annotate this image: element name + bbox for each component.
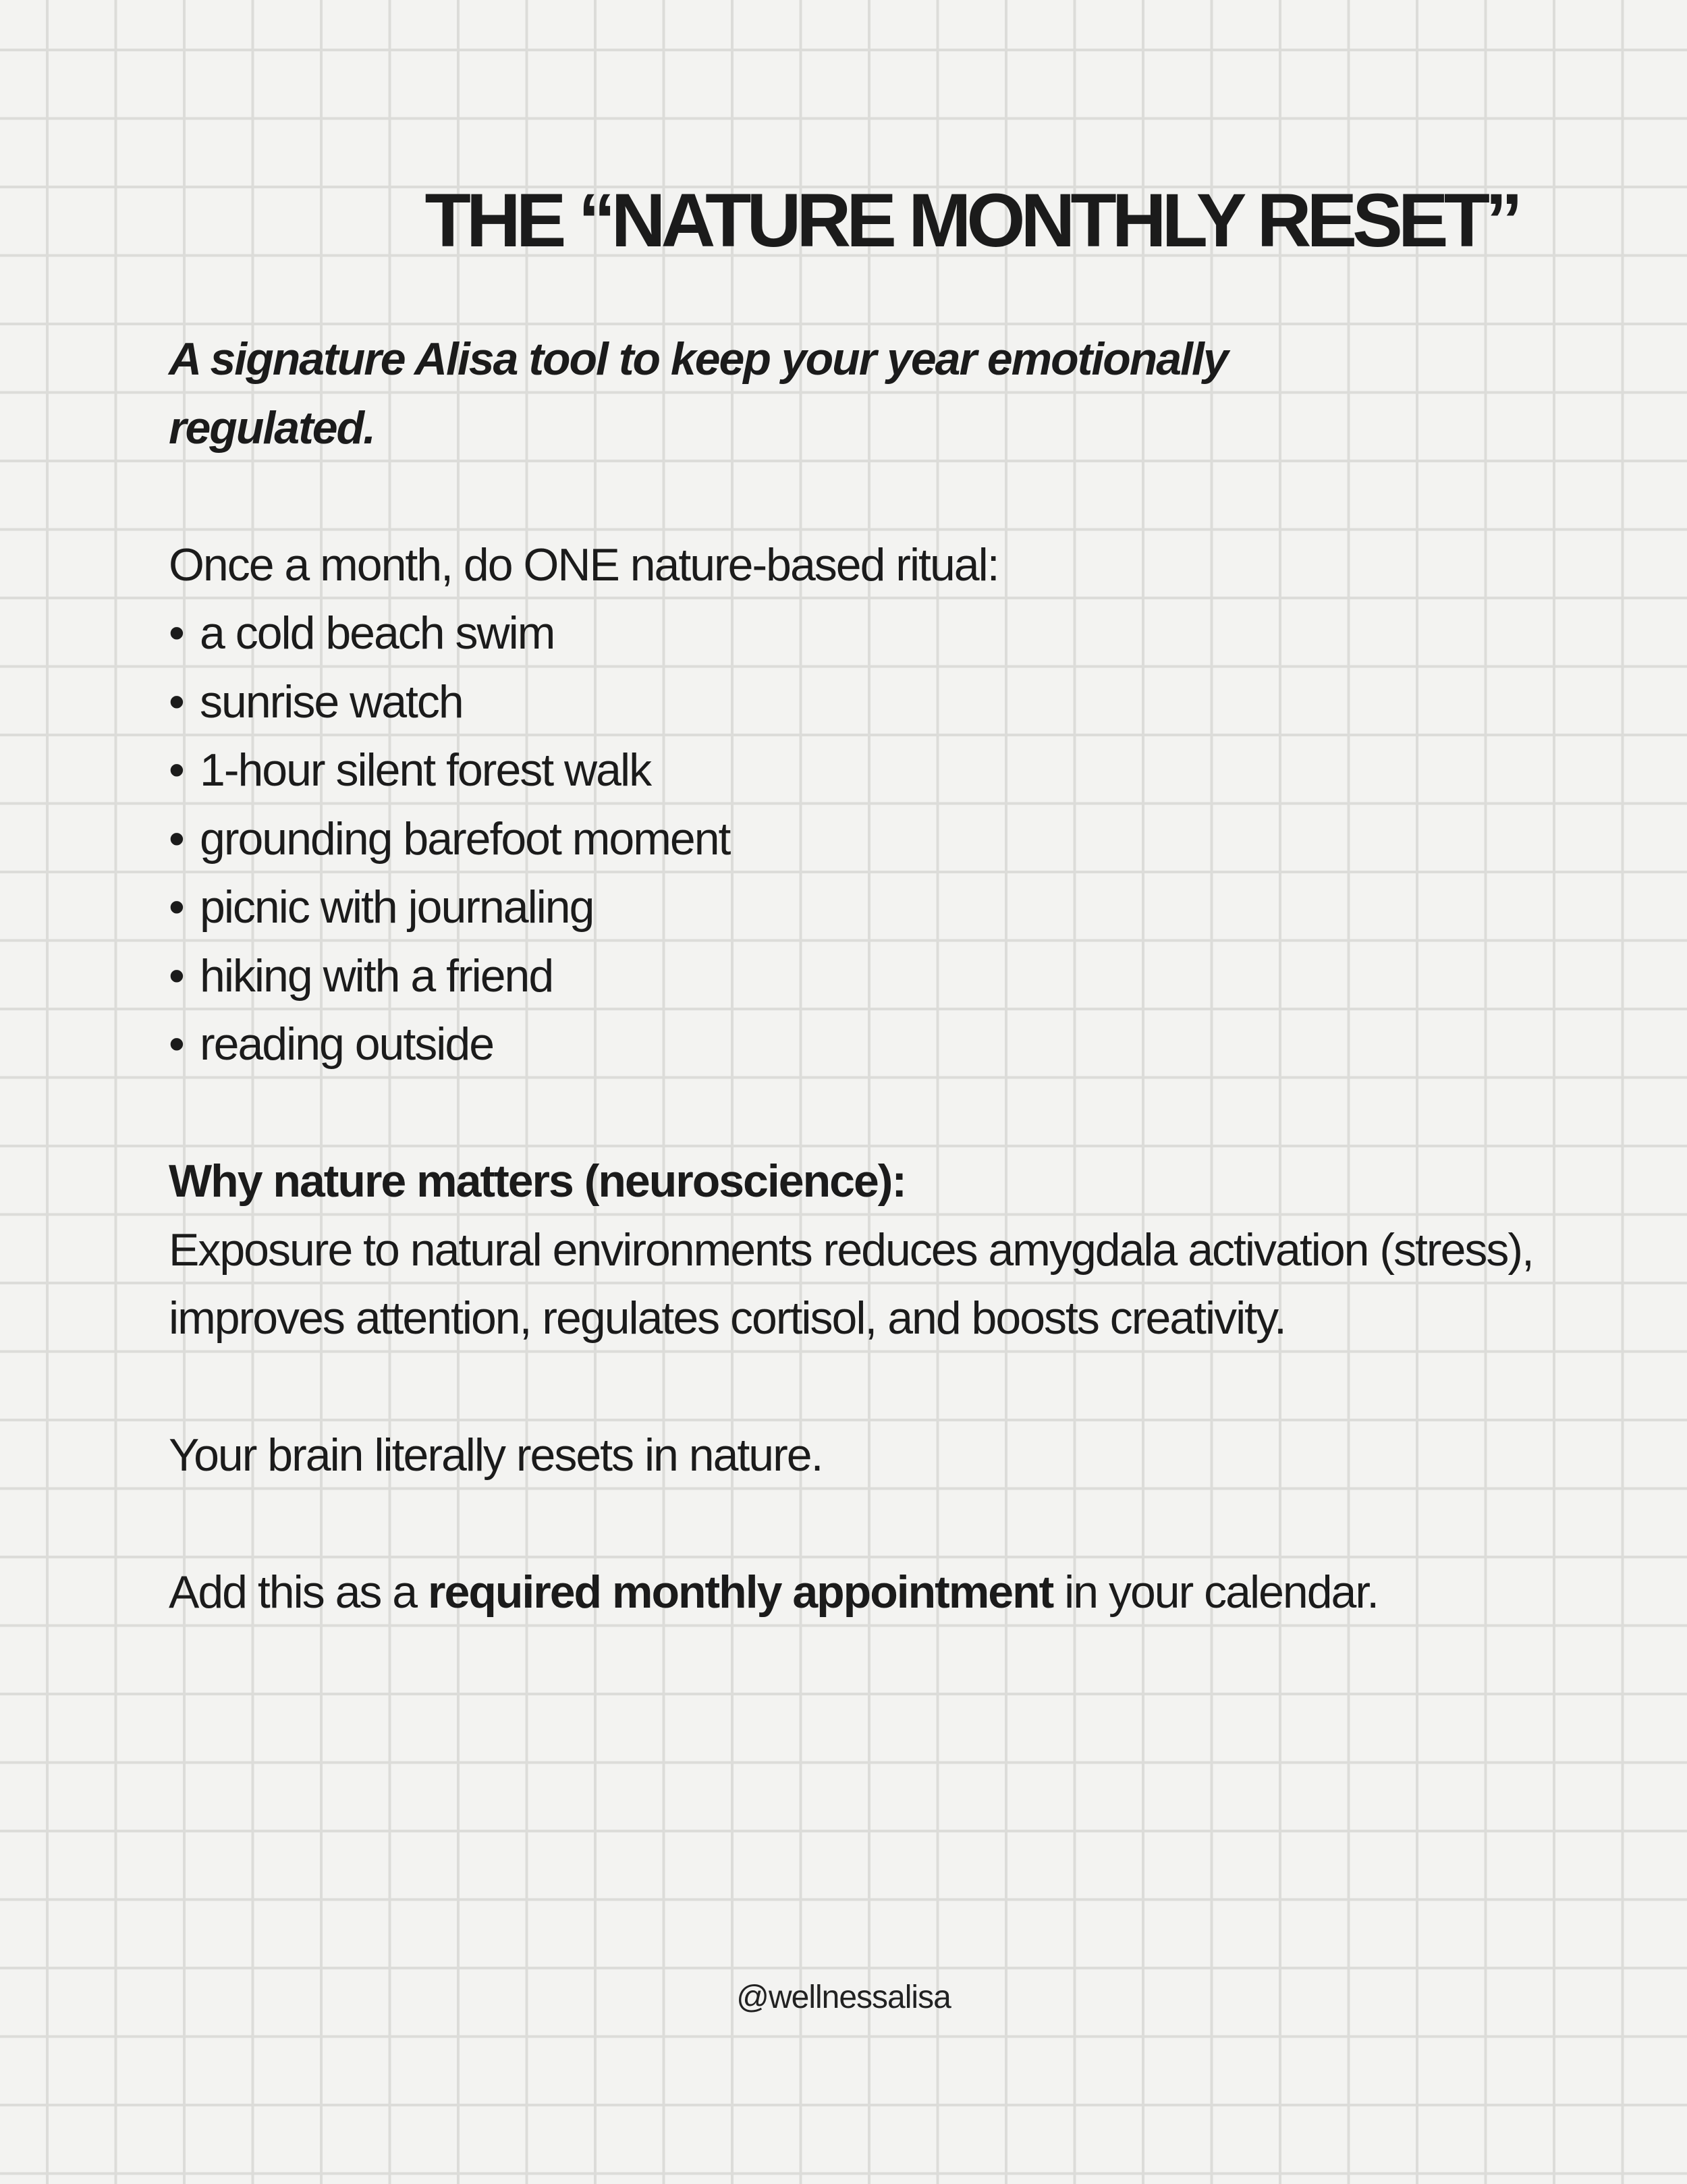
ritual-label: grounding barefoot moment xyxy=(200,813,730,865)
content-body xyxy=(169,325,1559,1627)
why-heading: Why nature matters (neuroscience): xyxy=(169,1155,906,1207)
bullet-icon: • xyxy=(169,676,184,728)
bullet-icon: • xyxy=(169,1018,184,1070)
subtitle: A signature Alisa tool to keep your year emotionally regulated. xyxy=(169,333,1227,454)
bullet-icon: • xyxy=(169,881,184,933)
list-item xyxy=(169,1010,1559,1079)
page-title: THE “NATURE MONTHLY RESET” xyxy=(424,178,1518,263)
ritual-label: reading outside xyxy=(200,1018,494,1070)
bullet-icon: • xyxy=(169,744,184,796)
bullet-icon: • xyxy=(169,813,184,865)
ritual-label: hiking with a friend xyxy=(200,950,553,1002)
bullet-icon: • xyxy=(169,950,184,1002)
list-item xyxy=(169,668,1559,737)
bullet-icon: • xyxy=(169,607,184,659)
why-body: Exposure to natural environments reduces amygdala activation (stress), improves attention, regulates cortisol, and boosts creativity. xyxy=(169,1224,1533,1344)
social-handle: @wellnessalisa xyxy=(736,1980,951,2015)
list-item xyxy=(169,736,1559,805)
calendar-instruction xyxy=(169,1558,1559,1627)
ritual-label: sunrise watch xyxy=(200,676,463,728)
list-item xyxy=(169,942,1559,1011)
ritual-label: picnic with journaling xyxy=(200,881,594,933)
list-item xyxy=(169,873,1559,942)
ritual-label: a cold beach swim xyxy=(200,607,555,659)
ritual-label: 1-hour silent forest walk xyxy=(200,744,651,796)
calendar-emphasis: required monthly appointment xyxy=(428,1566,1053,1618)
reset-statement: Your brain literally resets in nature. xyxy=(169,1429,823,1481)
list-item xyxy=(169,805,1559,874)
calendar-suffix: in your calendar. xyxy=(1053,1566,1379,1618)
intro-text: Once a month, do ONE nature-based ritual: xyxy=(169,539,999,591)
list-item xyxy=(169,599,1559,668)
calendar-prefix: Add this as a xyxy=(169,1566,428,1618)
ritual-list xyxy=(169,599,1559,1079)
